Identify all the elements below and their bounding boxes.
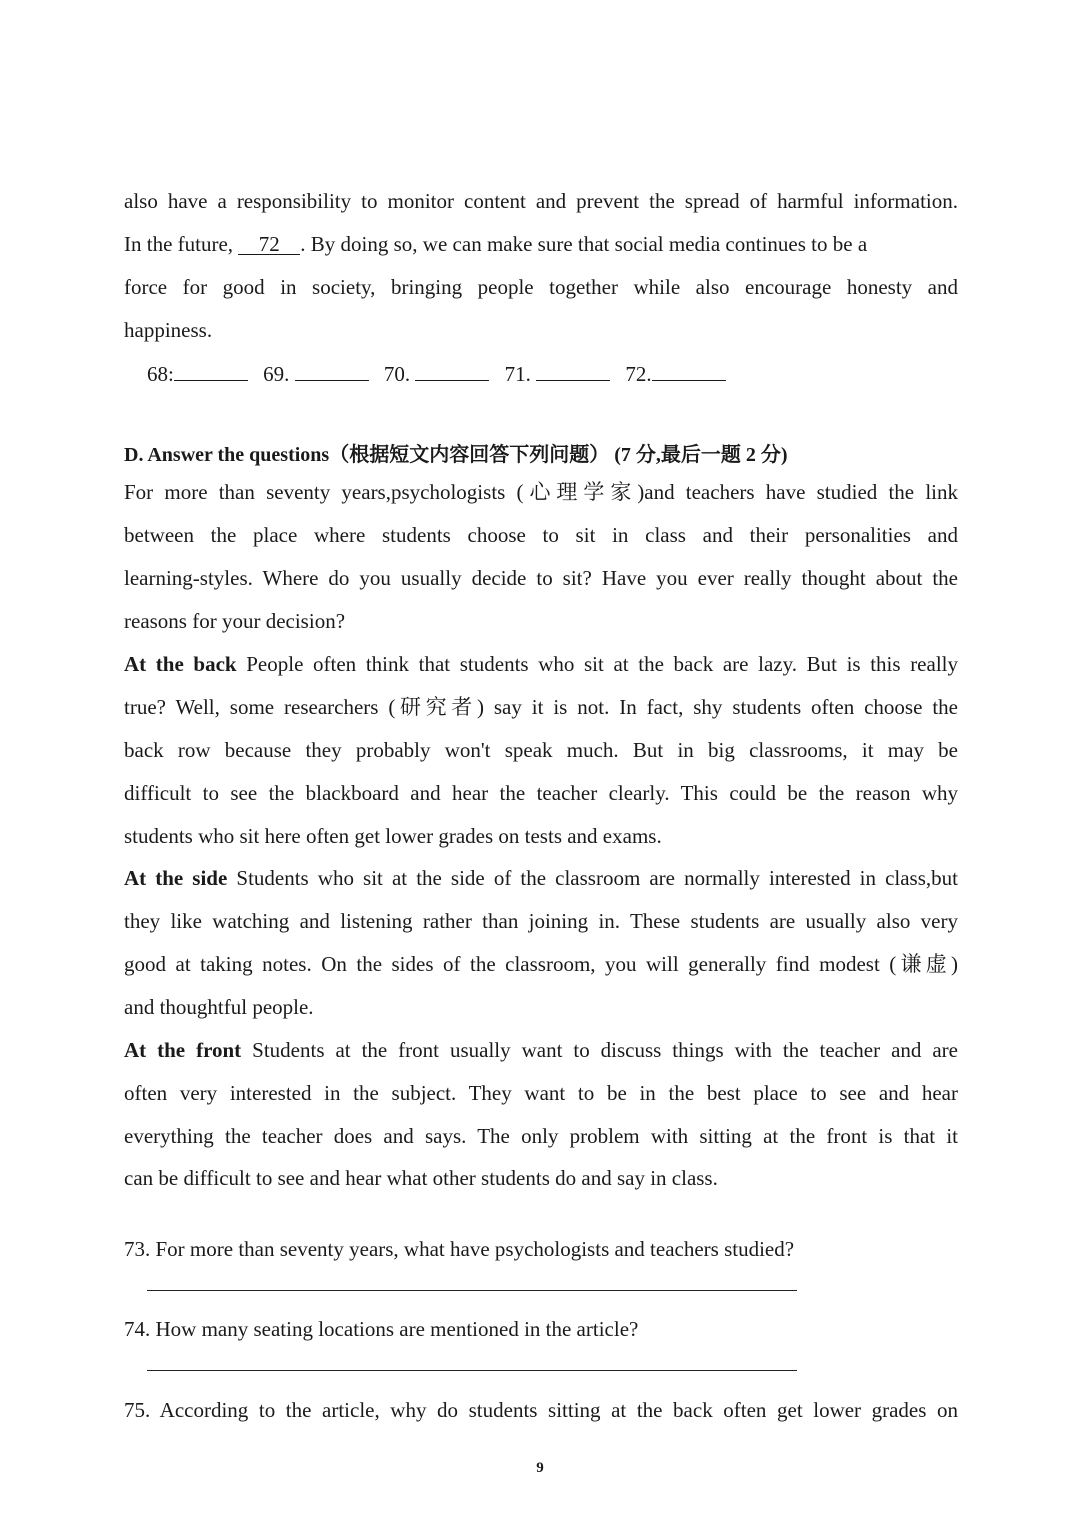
passage-line-with-blank (124, 231, 958, 257)
front-line: often very interested in the subject. They want to be in the best place to see and hear (124, 1081, 958, 1105)
passage-line: force for good in society, bringing people together while also encourage honesty and (124, 275, 958, 299)
blank-72[interactable]: 72 (238, 234, 300, 255)
answer-item-69 (263, 362, 369, 386)
passage-text: In the future, (124, 232, 239, 256)
answer-line[interactable] (415, 362, 489, 381)
passage-line: happiness. (124, 318, 213, 342)
back-title: At the back (124, 652, 237, 676)
intro-line: reasons for your decision? (124, 609, 346, 633)
intro-line: For more than seventy years,psychologists (心理学家)and teachers have studied the link (124, 480, 958, 504)
front-line: can be difficult to see and hear what other students do and say in class. (124, 1166, 718, 1190)
answer-item-70 (384, 362, 490, 386)
answer-line[interactable] (174, 362, 248, 381)
front-title: At the front (124, 1038, 242, 1062)
front-line: everything the teacher does and says. The only problem with sitting at the front is that it (124, 1124, 958, 1148)
question-75: 75. According to the article, why do students sitting at the back often get lower grades on (124, 1398, 958, 1422)
side-line: and thoughtful people. (124, 995, 314, 1019)
side-title: At the side (124, 866, 228, 890)
answer-item-72 (625, 362, 725, 386)
answer-number: 68: (147, 362, 174, 386)
question-74: 74. How many seating locations are mentioned in the article? (124, 1317, 639, 1341)
answer-number: 69. (263, 362, 290, 386)
answer-line-73[interactable] (147, 1290, 797, 1291)
side-line: good at taking notes. On the sides of the classroom, you will generally find modest (谦虚) (124, 952, 958, 976)
answer-number: 72. (625, 362, 652, 386)
answer-item-71 (505, 362, 611, 386)
answer-line-74[interactable] (147, 1370, 797, 1371)
back-line: true? Well, some researchers (研究者) say it is not. In fact, shy students often choose the (124, 695, 958, 719)
answer-line[interactable] (295, 362, 369, 381)
answer-item-68 (147, 362, 248, 386)
paragraph-text: People often think that students who sit at the back are lazy. But is this really (236, 652, 958, 676)
paragraph-text: Students at the front usually want to discuss things with the teacher and are (241, 1038, 958, 1062)
back-paragraph-first-line (124, 651, 958, 677)
side-line: they like watching and listening rather than joining in. These students are usually also very (124, 909, 958, 933)
question-73: 73. For more than seventy years, what have psychologists and teachers studied? (124, 1237, 795, 1261)
paragraph-text: Students who sit at the side of the classroom are normally interested in class,but (227, 866, 958, 890)
answer-number: 71. (504, 362, 531, 386)
front-paragraph-first-line (124, 1037, 958, 1063)
intro-line: between the place where students choose to sit in class and their personalities and (124, 523, 958, 547)
passage-text: . By doing so, we can make sure that social media continues to be a (300, 232, 868, 256)
side-paragraph-first-line (124, 865, 958, 891)
intro-line: learning-styles. Where do you usually decide to sit? Have you ever really thought about the (124, 566, 958, 590)
back-line: difficult to see the blackboard and hear the teacher clearly. This could be the reason why (124, 781, 958, 805)
back-line: students who sit here often get lower grades on tests and exams. (124, 824, 662, 848)
section-heading: D. Answer the questions（根据短文内容回答下列问题） (7 分,最后一题 2 分) (124, 444, 788, 466)
back-line: back row because they probably won't speak much. But in big classrooms, it may be (124, 738, 958, 762)
answer-line[interactable] (652, 362, 726, 381)
page-number: 9 (536, 1460, 544, 1476)
answer-number: 70. (383, 362, 411, 386)
answer-blanks (147, 361, 736, 387)
passage-line: also have a responsibility to monitor content and prevent the spread of harmful information. (124, 189, 958, 213)
answer-line[interactable] (536, 362, 610, 381)
